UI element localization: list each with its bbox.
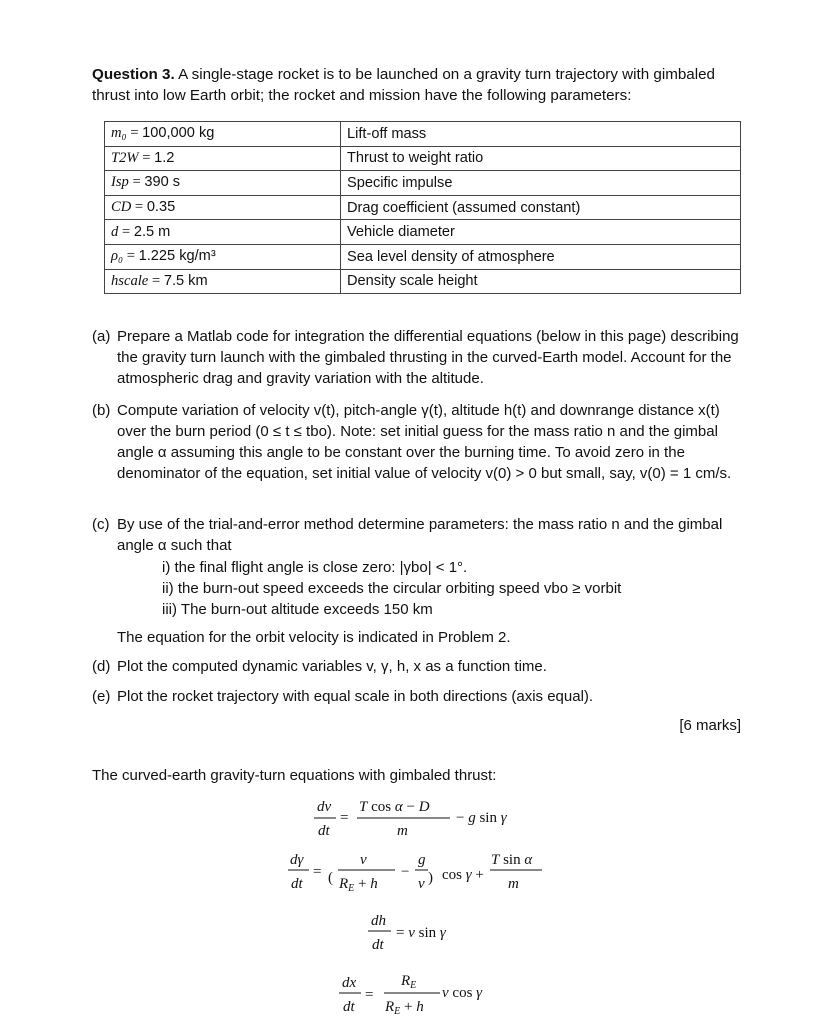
svg-text:− g sin γ: − g sin γ <box>456 810 507 826</box>
part-c-item-3-label: iii) <box>162 601 177 618</box>
equals-sign: = <box>148 272 164 289</box>
svg-text:RE + h: $R_E + h$ <box>339 876 378 894</box>
parameter-value: 390 s <box>144 174 181 191</box>
parameter-description: Vehicle diameter <box>341 220 741 245</box>
part-c-note: The equation for the orbit velocity is indicated in Problem 2. <box>117 629 511 646</box>
svg-text:): ) <box>428 870 433 886</box>
svg-text:dx: dx <box>342 975 357 991</box>
equation-3 <box>368 913 447 953</box>
part-c-item-3-text: The burn-out altitude exceeds 150 km <box>180 601 433 618</box>
parameter-description: Lift-off mass <box>341 122 741 147</box>
marks-label: [6 marks] <box>679 717 741 734</box>
part-c-item-2-text: the burn-out speed exceeds the circular orbiting speed vbo ≥ vorbit <box>177 580 622 597</box>
svg-text:T sin α: T sin α <box>491 852 533 868</box>
parameter-description: Density scale height <box>341 269 741 294</box>
parameter-symbol: Isp <box>111 174 129 191</box>
part-a-text: Prepare a Matlab code for integration the differential equations (below in this page) describing the gravity turn launch with the gimbaled thrusting in the curved-Earth model. Account for the atmospheric drag and gravity variation with the altitude. <box>117 328 739 387</box>
part-d-label: (d) <box>92 658 111 675</box>
svg-text:=: = <box>313 864 322 880</box>
equation-2 <box>288 852 542 894</box>
svg-text:RE + h: $R_E + h$ <box>385 999 424 1017</box>
part-c-item-2-label: ii) <box>162 580 174 597</box>
svg-text:dγ: dγ <box>290 852 304 868</box>
parameter-value: 0.35 <box>146 199 176 216</box>
equals-sign: = <box>138 149 155 166</box>
equation-1 <box>314 799 508 839</box>
svg-text:m: m <box>397 823 408 839</box>
parameter-value: 2.5 m <box>133 223 171 240</box>
equals-sign: = <box>131 199 147 216</box>
svg-text:T cos α − D: T cos α − D <box>359 799 430 815</box>
equals-sign: = <box>128 174 145 191</box>
parameter-value: 1.2 <box>154 149 175 166</box>
svg-text:= v sin γ: = v sin γ <box>396 925 446 941</box>
svg-text:dt: dt <box>291 876 303 892</box>
parameter-symbol: d <box>111 223 119 240</box>
svg-text:(: ( <box>328 870 333 886</box>
part-d-text: Plot the computed dynamic variables v, γ, h, x as a function time. <box>117 658 547 675</box>
svg-text:g: g <box>418 852 426 868</box>
parameter-symbol: T2W <box>111 149 139 166</box>
svg-text:=: = <box>365 987 374 1003</box>
svg-text:v: v <box>360 852 367 868</box>
parameter-description: Thrust to weight ratio <box>341 146 741 171</box>
parameter-description: Sea level density of atmosphere <box>341 244 741 269</box>
svg-text:dh: dh <box>371 913 386 929</box>
question-intro-text: A single-stage rocket is to be launched on a gravity turn trajectory with gimbaled thrust into low Earth orbit; the rocket and mission have the following parameters: <box>92 66 716 104</box>
part-c-item-1-label: i) <box>162 559 171 576</box>
parameter-description: Specific impulse <box>341 171 741 196</box>
question-title: Question 3. <box>92 66 175 83</box>
svg-text:v cos γ: v cos γ <box>442 985 483 1001</box>
svg-text:dt: dt <box>318 823 330 839</box>
svg-text:dt: dt <box>372 937 384 953</box>
svg-text:cos γ +: cos γ + <box>442 867 484 883</box>
parameter-value: 1.225 kg/m³ <box>138 248 216 265</box>
parameter-symbol: ρ₀ <box>111 248 124 265</box>
svg-text:v: v <box>418 876 425 892</box>
svg-text:=: = <box>340 810 349 826</box>
svg-text:dt: dt <box>343 999 355 1015</box>
equation-4 <box>339 973 483 1017</box>
parameter-value: 7.5 km <box>163 272 208 289</box>
part-c-text: By use of the trial-and-error method determine parameters: the mass ratio n and the gimbal angle α such that <box>117 516 723 554</box>
equals-sign: = <box>126 125 143 142</box>
part-a-label: (a) <box>92 328 111 345</box>
part-c-item-1-text: the final flight angle is close zero: |γbo| < 1°. <box>174 559 468 576</box>
svg-text:−: − <box>401 864 410 880</box>
part-e-label: (e) <box>92 688 111 705</box>
parameter-symbol: m₀ <box>111 125 127 142</box>
part-b-label: (b) <box>92 402 111 419</box>
equations-heading: The curved-earth gravity-turn equations with gimbaled thrust: <box>92 767 497 784</box>
equals-sign: = <box>118 223 134 240</box>
equals-sign: = <box>123 248 139 265</box>
svg-text:RE: $R_E$ <box>401 973 417 991</box>
part-b-text: Compute variation of velocity v(t), pitch-angle γ(t), altitude h(t) and downrange distance x(t) over the burn period (0 ≤ t ≤ tbo). Note: set initial guess for the mass ratio n and the gimbal angle α assuming this angle to be constant over the burning time. To avoid zero in the denominator of the equation, set initial value of velocity v(0) > 0 but small, say, v(0) = 1 cm/s. <box>117 402 732 482</box>
parameter-value: 100,000 kg <box>142 125 215 142</box>
svg-text:dv: dv <box>317 799 332 815</box>
svg-text:m: m <box>508 876 519 892</box>
parameter-symbol: hscale <box>111 272 149 289</box>
part-e-text: Plot the rocket trajectory with equal scale in both directions (axis equal). <box>117 688 594 705</box>
parameter-symbol: CD <box>111 199 132 216</box>
parameter-description: Drag coefficient (assumed constant) <box>341 195 741 220</box>
part-c-label: (c) <box>92 516 110 533</box>
